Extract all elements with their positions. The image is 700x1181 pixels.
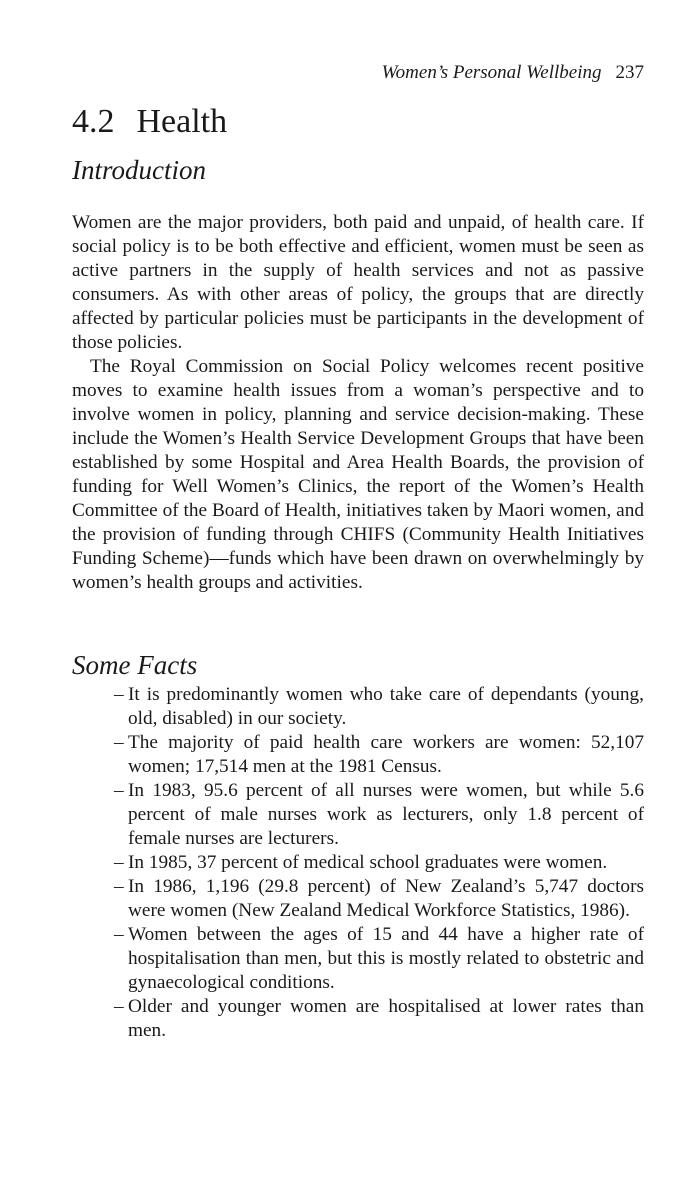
running-head xyxy=(382,62,644,84)
dash-bullet: – xyxy=(114,732,124,753)
fact-item xyxy=(114,875,644,923)
some-facts-heading: Some Facts xyxy=(72,650,198,680)
fact-text: Older and younger women are hospitalised at lower rates than men. xyxy=(128,996,644,1041)
fact-item xyxy=(114,779,644,851)
dash-bullet: – xyxy=(114,924,124,945)
page-number: 237 xyxy=(615,62,644,83)
facts-list xyxy=(114,683,644,1043)
dash-bullet: – xyxy=(114,876,124,897)
fact-text: In 1985, 37 percent of medical school graduates were women. xyxy=(128,852,608,873)
fact-item xyxy=(114,683,644,731)
fact-text: The majority of paid health care workers are women: 52,107 women; 17,514 men at the 1981 Census. xyxy=(128,732,644,777)
introduction-body xyxy=(72,211,644,595)
introduction-paragraph: Women are the major providers, both paid and unpaid, of health care. If social policy is to be both effective and efficient, women must be seen as active partners in the supply of health services and not as passive consumers. As with other areas of policy, the groups that are directly affected by particular policies must be participants in the development of those policies. xyxy=(72,212,644,353)
section-number: 4.2 xyxy=(72,103,115,140)
fact-text: Women between the ages of 15 and 44 have a higher rate of hospitalisation than men, but this is mostly related to obstetric and gynaecological conditions. xyxy=(128,924,644,993)
fact-text: It is predominantly women who take care of dependants (young, old, disabled) in our society. xyxy=(128,684,644,729)
introduction-heading: Introduction xyxy=(72,155,206,185)
fact-text: In 1986, 1,196 (29.8 percent) of New Zealand’s 5,747 doctors were women (New Zealand Medical Workforce Statistics, 1986). xyxy=(128,876,644,921)
fact-item xyxy=(114,995,644,1043)
fact-item xyxy=(114,851,644,875)
dash-bullet: – xyxy=(114,780,124,801)
dash-bullet: – xyxy=(114,996,124,1017)
dash-bullet: – xyxy=(114,852,124,873)
introduction-paragraph: The Royal Commission on Social Policy welcomes recent positive moves to examine health issues from a woman’s perspective and to involve women in policy, planning and service decision-making. These include the Women’s Health Service Development Groups that have been established by some Hospital and Area Health Boards, the provision of funding for Well Women’s Clinics, the report of the Women’s Health Committee of the Board of Health, initiatives taken by Maori women, and the provision of funding through CHIFS (Community Health Initiatives Funding Scheme)—funds which have been drawn on overwhelmingly by women’s health groups and activities. xyxy=(72,356,644,593)
fact-text: In 1983, 95.6 percent of all nurses were women, but while 5.6 percent of male nurses work as lecturers, only 1.8 percent of female nurses are lecturers. xyxy=(128,780,644,849)
section-heading xyxy=(72,102,227,142)
fact-item xyxy=(114,923,644,995)
section-title: Health xyxy=(136,103,228,140)
running-head-title: Women’s Personal Wellbeing xyxy=(381,62,602,83)
fact-item xyxy=(114,731,644,779)
dash-bullet: – xyxy=(114,684,124,705)
